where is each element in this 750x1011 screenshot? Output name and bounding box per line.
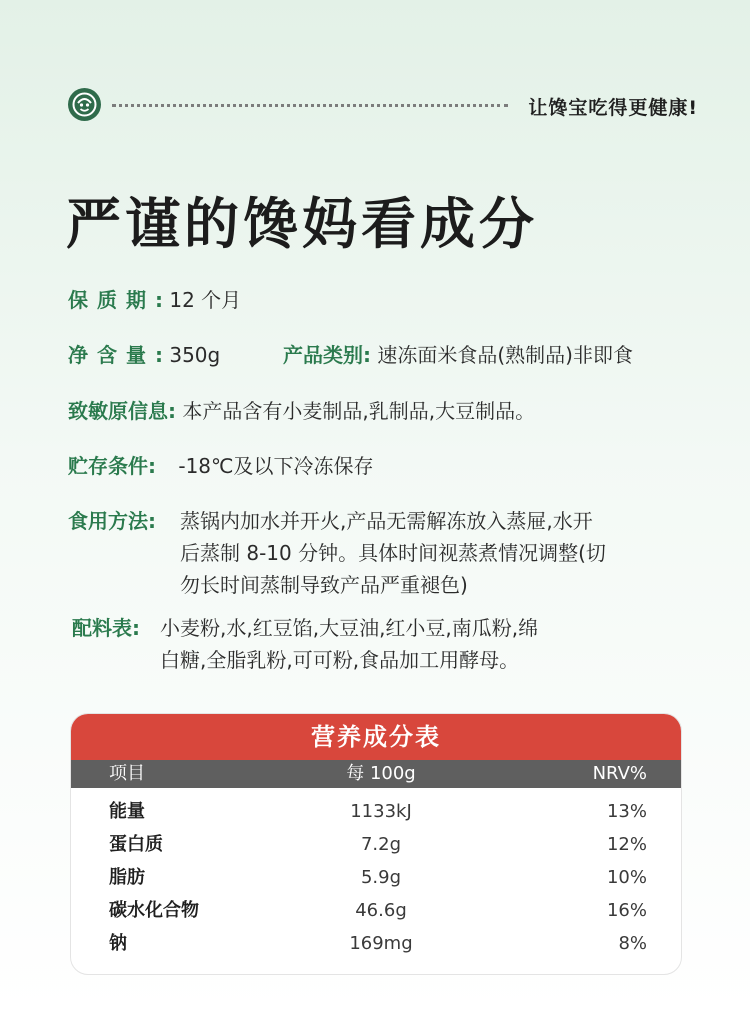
usage-line: 后蒸制 8-10 分钟。具体时间视蒸煮情况调整(切	[180, 541, 606, 565]
usage-label-row: 食用方法:	[68, 509, 156, 533]
table-row	[71, 862, 681, 894]
net-content-row: 净含量: 350g	[68, 343, 221, 367]
ingredients-line: 小麦粉,水,红豆馅,大豆油,红小豆,南瓜粉,绵	[160, 616, 539, 640]
nutrient-name: 钠	[109, 933, 127, 954]
ingredients-text	[160, 612, 538, 676]
nutrient-nrv: 13%	[606, 801, 647, 822]
ingredients-line: 白糖,全脂乳粉,可可粉,食品加工用酵母。	[160, 648, 520, 672]
allergen-label: 致敏原信息	[68, 399, 168, 423]
usage-line: 蒸锅内加水并开火,产品无需解冻放入蒸屉,水开	[180, 509, 593, 533]
nutrient-nrv: 8%	[618, 933, 647, 954]
shelf-life-label: 保质期	[68, 288, 155, 312]
shelf-life-value: 12 个月	[169, 288, 242, 312]
storage-label: 贮存条件	[68, 454, 148, 478]
header-item: 项目	[109, 763, 145, 784]
nutrient-amount: 5.9g	[360, 867, 402, 888]
allergen-row: 致敏原信息: 本产品含有小麦制品,乳制品,大豆制品。	[68, 399, 536, 423]
nutrient-nrv: 16%	[606, 900, 647, 921]
nutrient-name: 能量	[109, 801, 145, 822]
nutrient-name: 脂肪	[109, 867, 145, 888]
nutrient-amount: 1133kJ	[350, 801, 412, 822]
dotted-divider	[112, 104, 508, 107]
net-content-value: 350g	[169, 343, 221, 367]
category-label: 产品类别	[283, 343, 363, 367]
category-value: 速冻面米食品(熟制品)非即食	[377, 343, 633, 367]
table-row	[71, 928, 681, 960]
nutrition-table	[70, 713, 682, 975]
allergen-value: 本产品含有小麦制品,乳制品,大豆制品。	[182, 399, 536, 423]
nutrient-amount: 7.2g	[360, 834, 402, 855]
nutrient-nrv: 12%	[606, 834, 647, 855]
usage-line: 勿长时间蒸制导致产品严重褪色)	[180, 573, 468, 597]
usage-label: 食用方法	[68, 509, 148, 533]
header	[68, 88, 698, 124]
nutrition-table-title: 营养成分表	[71, 714, 681, 760]
header-per-100g: 每 100g	[346, 763, 416, 784]
category-row: 产品类别: 速冻面米食品(熟制品)非即食	[283, 343, 633, 367]
nutrient-nrv: 10%	[606, 867, 647, 888]
nutrient-name: 蛋白质	[109, 834, 163, 855]
table-row	[71, 796, 681, 828]
nutrient-amount: 46.6g	[355, 900, 407, 921]
net-content-label: 净含量	[68, 343, 155, 367]
usage-text	[180, 505, 606, 601]
table-row	[71, 895, 681, 927]
ingredients-label: 配料表	[72, 616, 132, 640]
shelf-life-row: 保质期: 12 个月	[68, 288, 242, 312]
nutrition-table-header	[71, 760, 681, 788]
nutrient-name: 碳水化合物	[109, 900, 199, 921]
header-nrv: NRV%	[592, 763, 647, 784]
storage-value: -18℃及以下冷冻保存	[178, 454, 374, 478]
nutrient-amount: 169mg	[349, 933, 413, 954]
logo-icon	[68, 88, 101, 121]
ingredients-label-row: 配料表:	[72, 616, 140, 640]
storage-row: 贮存条件: -18℃及以下冷冻保存	[68, 454, 374, 478]
slogan: 让馋宝吃得更健康!	[528, 97, 698, 119]
table-row	[71, 829, 681, 861]
page-title: 严谨的馋妈看成分	[66, 192, 539, 256]
